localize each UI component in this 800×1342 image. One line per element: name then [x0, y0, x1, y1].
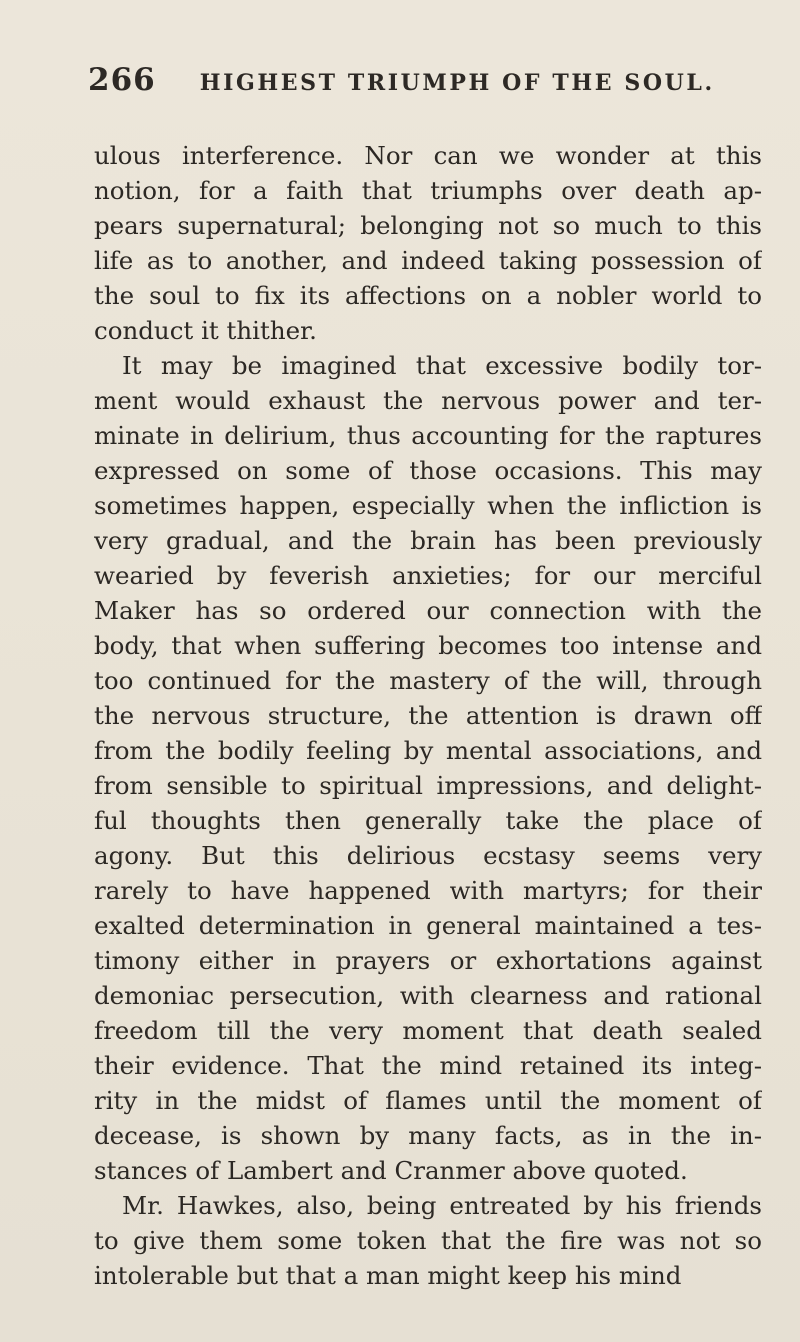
text-line: Maker has so ordered our connection with the	[94, 596, 762, 625]
text-line: exalted determination in general maintained a tes-	[94, 911, 762, 940]
text-line: It may be imagined that excessive bodily tor-	[122, 351, 762, 380]
text-line: from the bodily feeling by mental associations, and	[94, 736, 762, 765]
text-line: timony either in prayers or exhortations against	[94, 946, 762, 975]
text-line: ful thoughts then generally take the place of	[94, 806, 762, 835]
text-line: notion, for a faith that triumphs over death ap-	[94, 176, 762, 205]
text-line: decease, is shown by many facts, as in the in-	[94, 1121, 762, 1150]
paragraph	[94, 138, 762, 348]
text-line: wearied by feverish anxieties; for our merciful	[94, 561, 762, 590]
text-line: pears supernatural; belonging not so much to this	[94, 211, 762, 240]
text-line: agony. But this delirious ecstasy seems very	[94, 841, 762, 870]
text-line: the soul to fix its affections on a nobler world to	[94, 281, 762, 310]
text-line: body, that when suffering becomes too intense and	[94, 631, 762, 660]
text-line: demoniac persecution, with clearness and rational	[94, 981, 762, 1010]
text-line: ulous interference. Nor can we wonder at this	[94, 141, 762, 170]
text-line: from sensible to spiritual impressions, and delight-	[94, 771, 762, 800]
text-line: conduct it thither.	[94, 316, 317, 345]
running-header	[88, 62, 748, 106]
text-line: freedom till the very moment that death sealed	[94, 1016, 762, 1045]
body-text	[94, 138, 762, 1293]
text-line: their evidence. That the mind retained its integ-	[94, 1051, 762, 1080]
text-line: expressed on some of those occasions. This may	[94, 456, 762, 485]
text-line: too continued for the mastery of the will, through	[94, 666, 762, 695]
page-number: 266	[88, 62, 156, 98]
text-line: to give them some token that the fire was not so	[94, 1226, 762, 1255]
text-line: intolerable but that a man might keep his mind	[94, 1261, 682, 1290]
text-line: life as to another, and indeed taking possession of	[94, 246, 762, 275]
text-line: very gradual, and the brain has been previously	[94, 526, 762, 555]
text-line: rity in the midst of flames until the moment of	[94, 1086, 762, 1115]
paragraph	[94, 348, 762, 1188]
text-line: the nervous structure, the attention is drawn off	[94, 701, 762, 730]
text-line: Mr. Hawkes, also, being entreated by his friends	[122, 1191, 762, 1220]
text-line: ment would exhaust the nervous power and ter-	[94, 386, 762, 415]
running-title: HIGHEST TRIUMPH OF THE SOUL.	[199, 70, 715, 96]
text-line: minate in delirium, thus accounting for the raptures	[94, 421, 762, 450]
text-line: sometimes happen, especially when the infliction is	[94, 491, 762, 520]
text-line: rarely to have happened with martyrs; for their	[94, 876, 762, 905]
paragraph	[94, 1188, 762, 1293]
text-line: stances of Lambert and Cranmer above quoted.	[94, 1156, 688, 1185]
